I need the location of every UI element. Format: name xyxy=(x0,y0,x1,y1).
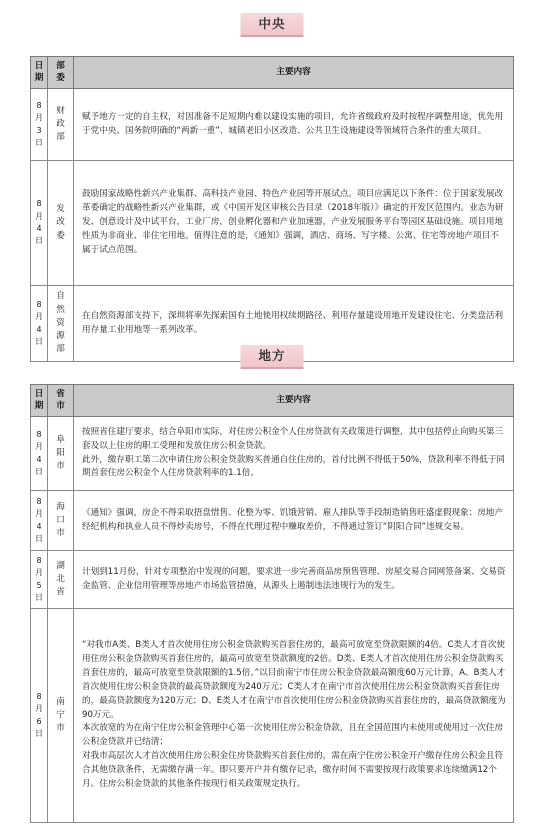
table-row xyxy=(31,89,514,161)
content-paragraph: 本次放宽的为在南宁住房公积金管理中心第一次使用住房公积金贷款，且在全国范围内未使用或使用过一次住房公积金贷款并已结清； xyxy=(82,723,504,748)
row-date: 8 月 3 日 xyxy=(31,89,48,161)
central-policy-table xyxy=(30,56,514,362)
row-content xyxy=(74,89,514,161)
content-paragraph: 《通知》强调，房企不得采取捂盘惜售、化整为零、饥饿营销、雇人排队等手段制造销售旺盛虚假现象；房地产经纪机构和执业人员不得炒卖房号，不得在代理过程中赚取差价，不得通过签订“阴阳合同”违规交易。 xyxy=(82,507,504,532)
header-date: 日 期 xyxy=(31,57,48,89)
content-paragraph: 计划到11月份，针对专项整治中发现的问题，要求进一步完善商品房预售管理、房屋交易合同网签备案、交易资金监管、企业信用管理等房地产市场监管措施，从源头上遏制违法违规行为的发生。 xyxy=(82,566,506,591)
row-date: 8 月 6 日 xyxy=(31,609,48,823)
row-content xyxy=(74,609,514,823)
header-content: 主要内容 xyxy=(74,385,514,417)
section-title-local-label: 地方 xyxy=(240,345,303,369)
row-content xyxy=(74,551,514,609)
section-title-central xyxy=(0,13,544,37)
content-paragraph: 此外，缴存职工第二次申请住房公积金贷款购买普通自住住房的，首付比例不得低于50%，贷款利率不得低于同期首套住房公积金个人住房贷款利率的1.1倍。 xyxy=(82,454,506,479)
section-title-local xyxy=(0,345,544,369)
header-content: 主要内容 xyxy=(74,57,514,89)
content-paragraph: 赋予地方一定的自主权，对因准备不足短期内难以建设实施的项目，允许省级政府及时按程序调整用途，优先用于党中央、国务院明确的“两新一重”、城镇老旧小区改造、公共卫生设施建设等领域符合条件的重大项目。 xyxy=(82,111,504,136)
row-content xyxy=(74,161,514,286)
table-row xyxy=(31,161,514,286)
row-date: 8 月 4 日 xyxy=(31,491,48,551)
header-date: 日 期 xyxy=(31,385,48,417)
row-dept: 湖 北 省 xyxy=(48,551,74,609)
content-paragraph: 对我市高层次人才首次使用住房公积金住房贷款购买首套住房的，需在南宁住房公积金开户缴存住房公积金且符合其他贷款条件，无需缴存满一年。即只要开户并有缴存记录，缴存时间不需要按现行政策要求连续缴满12个月。住房公积金贷款的其他条件按现行相关政策规定执行。 xyxy=(82,751,504,790)
table-row xyxy=(31,609,514,823)
row-date: 8 月 4 日 xyxy=(31,161,48,286)
row-date: 8 月 4 日 xyxy=(31,417,48,491)
row-dept: 南 宁 市 xyxy=(48,609,74,823)
table-row xyxy=(31,417,514,491)
table-row xyxy=(31,491,514,551)
section-title-central-label: 中央 xyxy=(240,13,303,37)
row-dept: 阜 阳 市 xyxy=(48,417,74,491)
row-dept: 发 改 委 xyxy=(48,161,74,286)
header-dept: 省 市 xyxy=(48,385,74,417)
row-content xyxy=(74,491,514,551)
row-date: 8 月 5 日 xyxy=(31,551,48,609)
content-paragraph: 鼓励国家战略性新兴产业集群、高科技产业园、特色产业园等开展试点。项目应满足以下条件：位于国家发展改革委确定的战略性新兴产业集群，或《中国开发区审核公告目录（2018年版）》确定的开发区范围内。业态为研发、创意设计及中试平台，工业厂房，创业孵化器和产业加速器，产业发展服务平台等园区基础设施。项目用地性质为非商业、非住宅用地。值得注意的是，《通知》强调，酒店、商场、写字楼、公寓、住宅等房地产项目不属于试点范围。 xyxy=(82,189,504,255)
row-dept: 海 口 市 xyxy=(48,491,74,551)
header-dept: 部 委 xyxy=(48,57,74,89)
table-row xyxy=(31,551,514,609)
content-paragraph: 按照省住建厅要求，结合阜阳市实际，对住房公积金个人住房贷款有关政策进行调整，其中包括停止向购买第三套及以上住房的职工受理和发放住房公积金贷款。 xyxy=(82,426,504,451)
content-paragraph: “对我市A类、B类人才首次使用住房公积金贷款购买首套住房的，最高可放宽至贷款限额的4倍。C类人才首次使用住房公积金贷款购买首套住房的，最高可放宽至贷款额度的2倍。D类、E类人才首次使用住房公积金贷款购买首套住房的，最高可放宽至贷款限额的1.5倍。”以目前南宁市住房公积金贷款最高额度60万元计算，A、B类人才首次使用住房公积金贷款的最高贷款额度为240万元；C类人才在南宁市首次使用住房公积金贷款购买首套住房的，最高贷款额度为120万元；D、E类人才在南宁市首次使用住房公积金贷款购买首套住房的，最高贷款额度为90万元。 xyxy=(82,639,506,720)
row-dept: 自 然 资 源 部 xyxy=(48,286,74,362)
local-policy-table xyxy=(30,384,514,823)
row-dept: 财 政 部 xyxy=(48,89,74,161)
row-date: 8 月 4 日 xyxy=(31,286,48,362)
row-content xyxy=(74,417,514,491)
content-paragraph: 在自然资源部支持下，深圳将率先探索国有土地使用权续期路径、利用存量建设用地开发建设住宅、分类盘活利用存量工业用地等一系列改革。 xyxy=(82,310,504,335)
